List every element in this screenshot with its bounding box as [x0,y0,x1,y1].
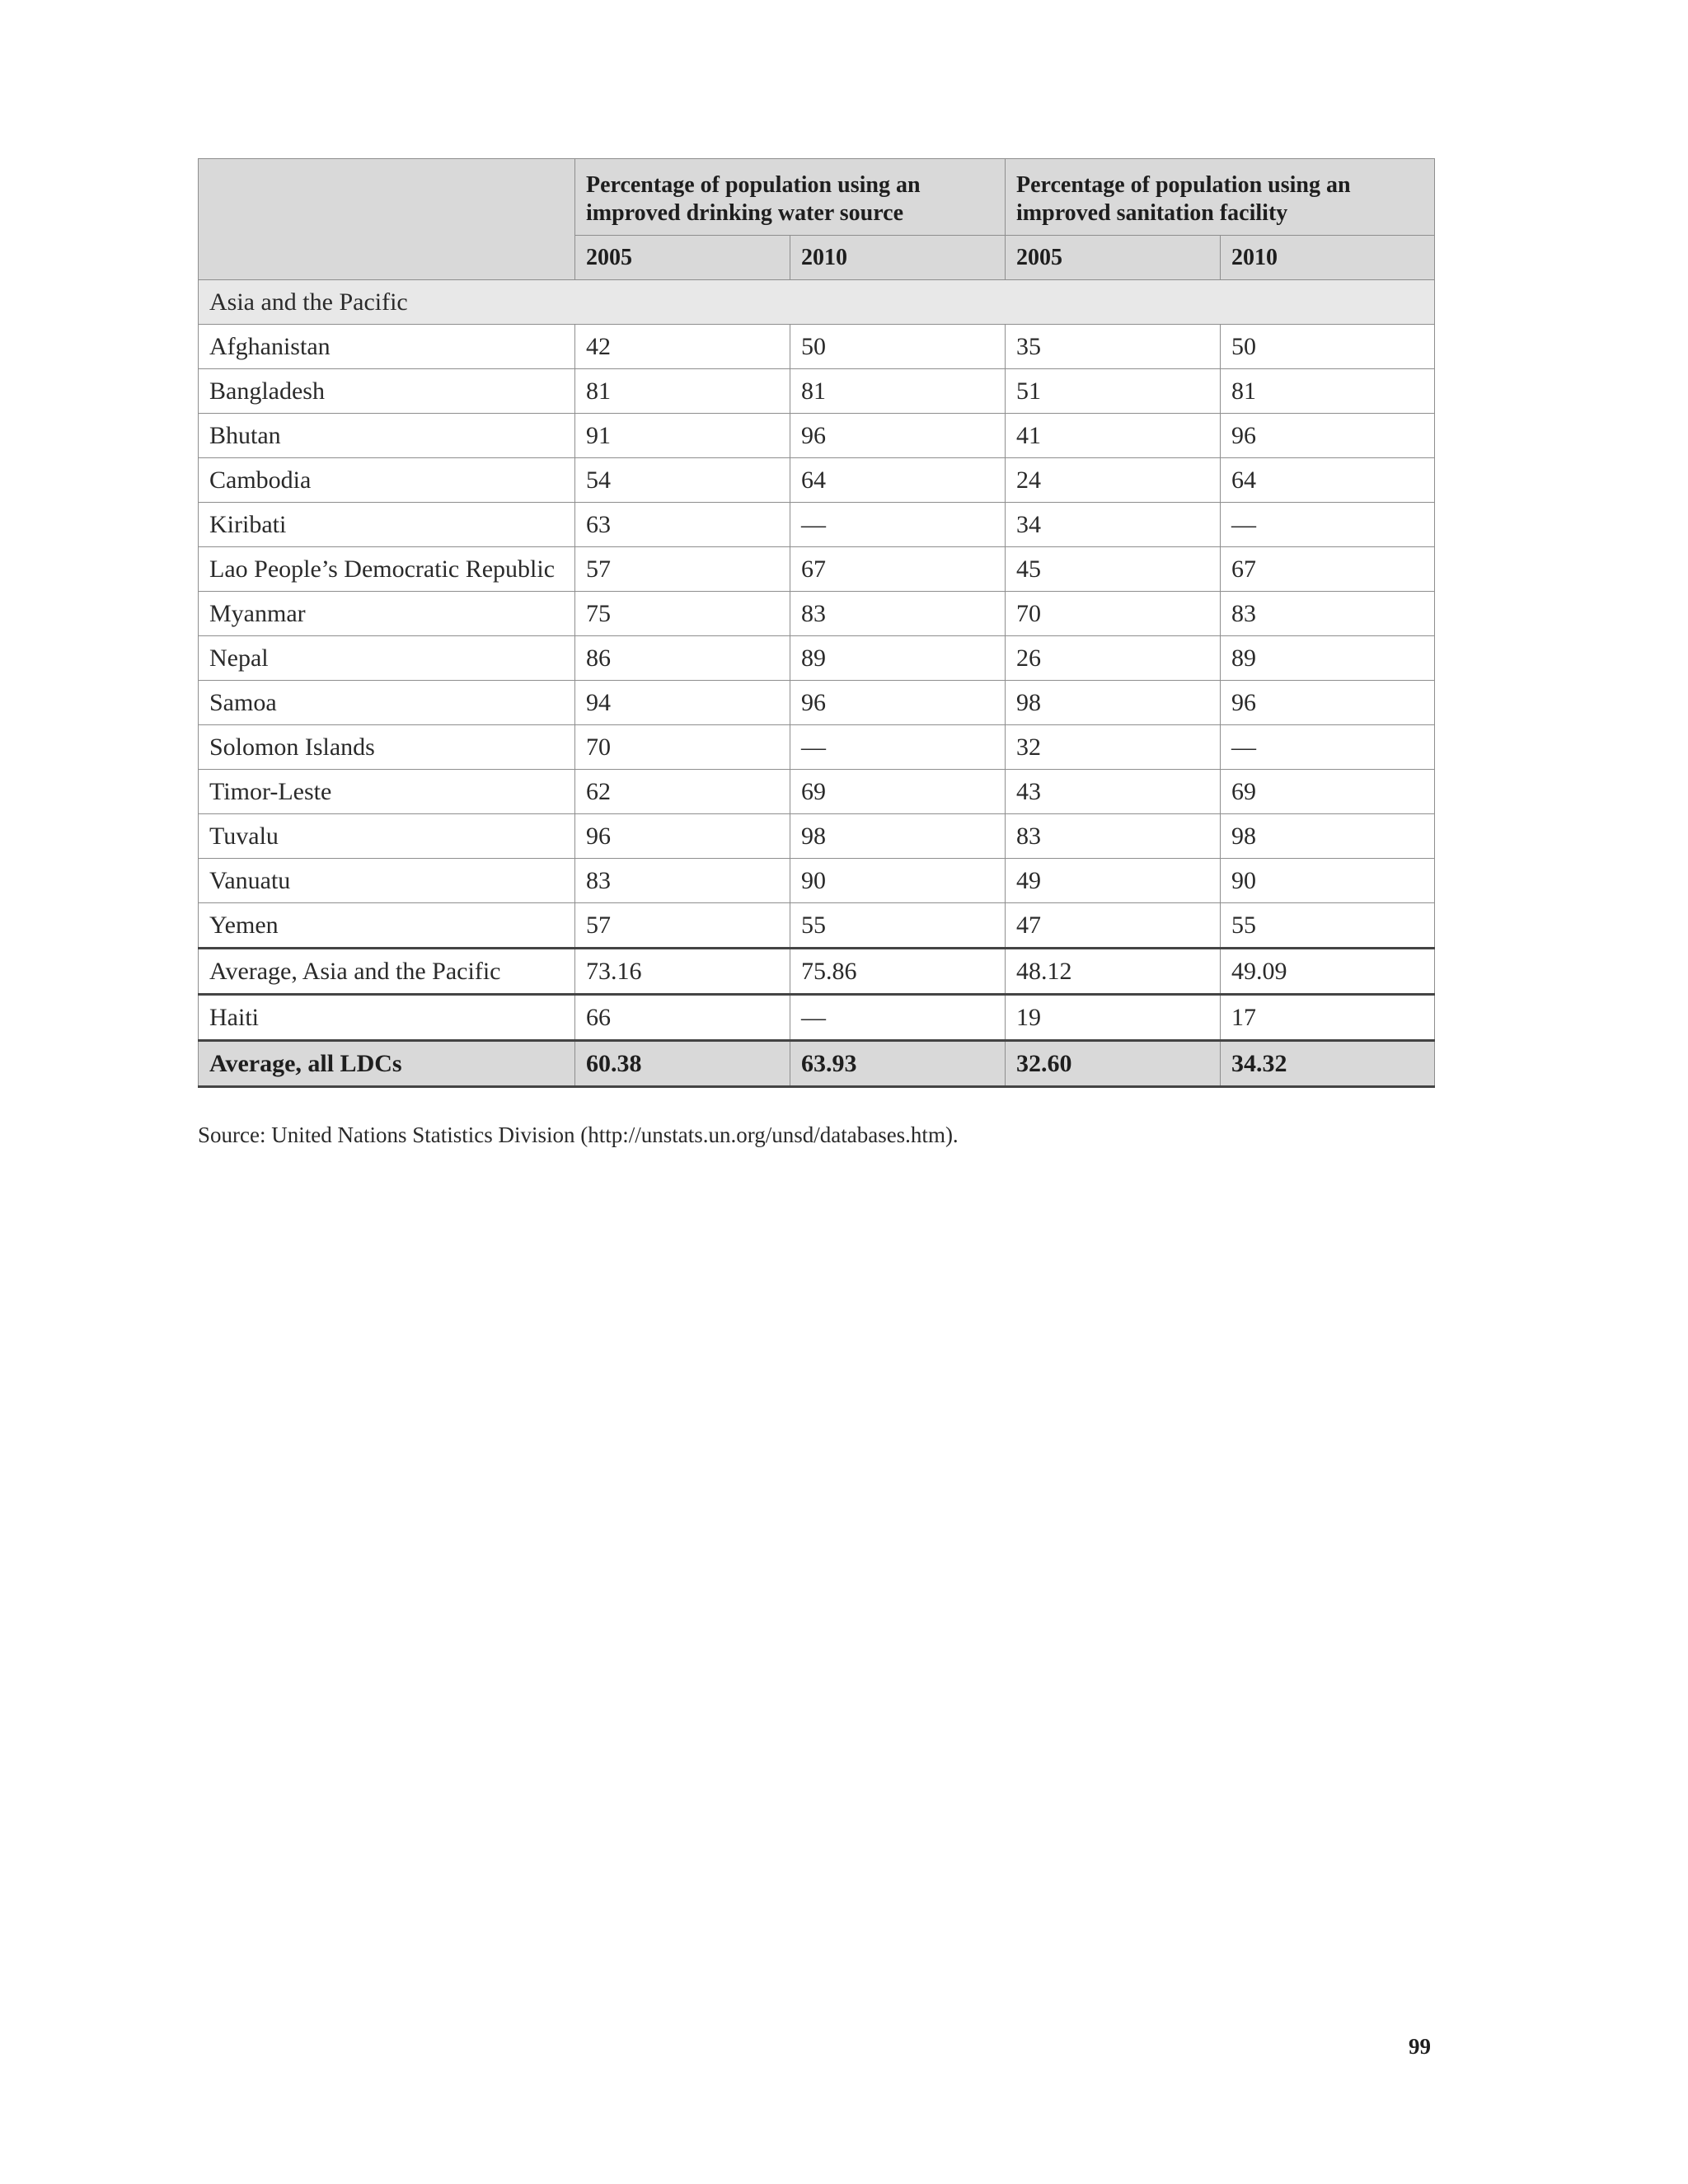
value-cell: 96 [790,414,1006,458]
table-row [199,681,1435,725]
value-cell: 98 [1006,681,1221,725]
value-cell: 83 [1006,814,1221,859]
value-cell: 62 [575,770,790,814]
table-row [199,770,1435,814]
country-cell: Haiti [199,995,575,1041]
table-row [199,369,1435,414]
value-cell: 73.16 [575,949,790,995]
value-cell: 48.12 [1006,949,1221,995]
table-row [199,547,1435,592]
country-cell: Vanuatu [199,859,575,903]
value-cell: 89 [790,636,1006,681]
value-cell: — [790,503,1006,547]
value-cell: 45 [1006,547,1221,592]
value-cell: 50 [790,325,1006,369]
value-cell: 90 [790,859,1006,903]
value-cell: 51 [1006,369,1221,414]
value-cell: 42 [575,325,790,369]
value-cell: — [1221,725,1435,770]
value-cell: 81 [575,369,790,414]
value-cell: 34.32 [1221,1041,1435,1087]
value-cell: 98 [1221,814,1435,859]
region-row [199,280,1435,325]
value-cell: 19 [1006,995,1221,1041]
value-cell: 49 [1006,859,1221,903]
value-cell: 90 [1221,859,1435,903]
table-row [199,814,1435,859]
value-cell: 69 [790,770,1006,814]
value-cell: 26 [1006,636,1221,681]
value-cell: 70 [1006,592,1221,636]
value-cell: — [790,995,1006,1041]
value-cell: 34 [1006,503,1221,547]
value-cell: 47 [1006,903,1221,949]
value-cell: 43 [1006,770,1221,814]
value-cell: 57 [575,903,790,949]
value-cell: 67 [790,547,1006,592]
value-cell: 86 [575,636,790,681]
header-group-row [199,159,1435,236]
value-cell: 96 [575,814,790,859]
country-cell: Timor-Leste [199,770,575,814]
country-cell: Afghanistan [199,325,575,369]
value-cell: 96 [1221,681,1435,725]
table-row [199,414,1435,458]
table-row [199,859,1435,903]
header-year: 2010 [790,236,1006,280]
value-cell: 60.38 [575,1041,790,1087]
value-cell: 55 [1221,903,1435,949]
page-number: 99 [1409,2034,1431,2059]
value-cell: 50 [1221,325,1435,369]
value-cell: 83 [575,859,790,903]
value-cell: 63 [575,503,790,547]
header-water-source: Percentage of population using an improved drinking water source [575,159,1006,236]
header-sanitation-facility: Percentage of population using an improved sanitation facility [1006,159,1435,236]
country-cell: Bangladesh [199,369,575,414]
table-row [199,458,1435,503]
value-cell: 75 [575,592,790,636]
table-row [199,725,1435,770]
country-cell: Tuvalu [199,814,575,859]
country-cell: Cambodia [199,458,575,503]
value-cell: 91 [575,414,790,458]
country-cell: Lao People’s Democratic Republic [199,547,575,592]
value-cell: 96 [790,681,1006,725]
header-year: 2010 [1221,236,1435,280]
value-cell: 81 [1221,369,1435,414]
value-cell: 55 [790,903,1006,949]
value-cell: 17 [1221,995,1435,1041]
header-year: 2005 [1006,236,1221,280]
country-cell: Average, Asia and the Pacific [199,949,575,995]
value-cell: — [1221,503,1435,547]
country-cell: Nepal [199,636,575,681]
value-cell: 94 [575,681,790,725]
table-row [199,592,1435,636]
value-cell: 81 [790,369,1006,414]
header-year: 2005 [575,236,790,280]
country-cell: Solomon Islands [199,725,575,770]
value-cell: 64 [790,458,1006,503]
region-label: Asia and the Pacific [199,280,1435,325]
value-cell: 57 [575,547,790,592]
country-cell: Kiribati [199,503,575,547]
country-cell: Yemen [199,903,575,949]
table-row [199,325,1435,369]
country-cell: Average, all LDCs [199,1041,575,1087]
value-cell: 75.86 [790,949,1006,995]
value-cell: 83 [790,592,1006,636]
country-cell: Myanmar [199,592,575,636]
value-cell: 70 [575,725,790,770]
table-row [199,503,1435,547]
value-cell: 98 [790,814,1006,859]
table-row [199,636,1435,681]
value-cell: 49.09 [1221,949,1435,995]
value-cell: 41 [1006,414,1221,458]
source-note: Source: United Nations Statistics Division (http://unstats.un.org/unsd/databases.htm). [198,1122,959,1147]
value-cell: 24 [1006,458,1221,503]
average-all-row [199,1041,1435,1087]
ldc-water-sanitation-table [198,158,1435,1088]
value-cell: — [790,725,1006,770]
value-cell: 63.93 [790,1041,1006,1087]
value-cell: 32.60 [1006,1041,1221,1087]
average-region-row [199,949,1435,995]
value-cell: 66 [575,995,790,1041]
value-cell: 67 [1221,547,1435,592]
header-corner-cell [199,159,575,280]
table-row [199,903,1435,949]
value-cell: 69 [1221,770,1435,814]
value-cell: 54 [575,458,790,503]
country-cell: Samoa [199,681,575,725]
table-row [199,995,1435,1041]
value-cell: 35 [1006,325,1221,369]
value-cell: 96 [1221,414,1435,458]
value-cell: 64 [1221,458,1435,503]
value-cell: 32 [1006,725,1221,770]
value-cell: 83 [1221,592,1435,636]
country-cell: Bhutan [199,414,575,458]
value-cell: 89 [1221,636,1435,681]
